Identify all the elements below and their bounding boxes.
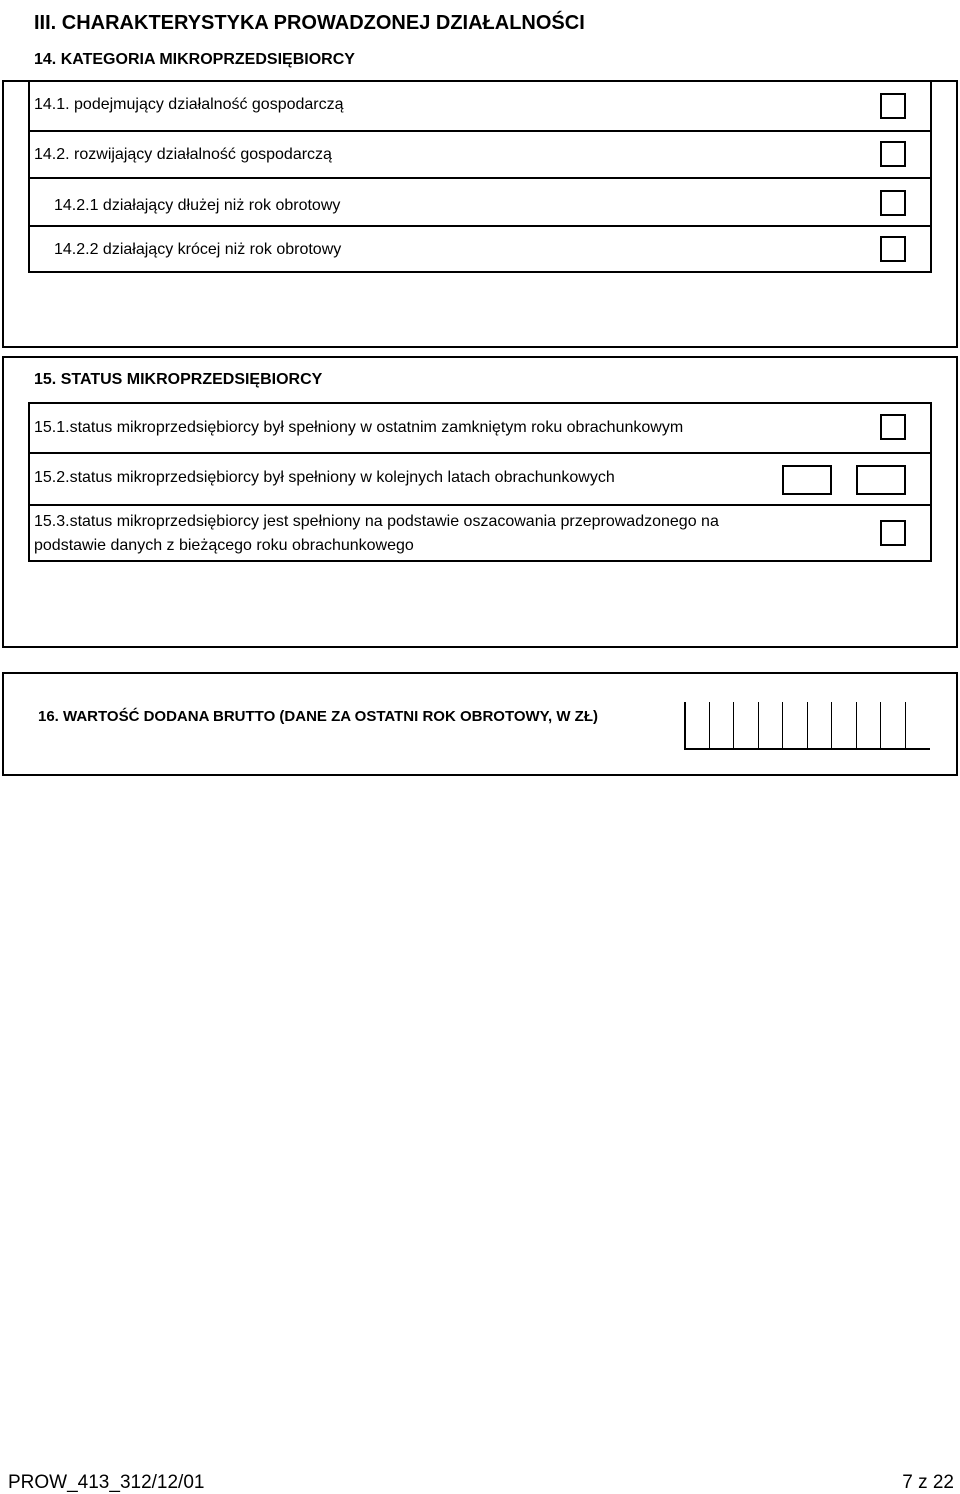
s16-digit-baseline xyxy=(684,748,930,750)
s15-item-3-checkbox[interactable] xyxy=(880,520,906,546)
footer-page-number: 7 z 22 xyxy=(902,1472,954,1493)
s16-title: 16. WARTOŚĆ DODANA BRUTTO (DANE ZA OSTATNI ROK OBROTOWY, W ZŁ) xyxy=(38,708,598,725)
s14-item-2-2: 14.2.2 działający krócej niż rok obrotowy xyxy=(54,241,342,258)
s16-digit-cell[interactable] xyxy=(880,702,905,748)
s14-row-divider xyxy=(28,271,932,273)
s15-title: 15. STATUS MIKROPRZEDSIĘBIORCY xyxy=(34,371,323,388)
s15-item-2: 15.2.status mikroprzedsiębiorcy był spełniony w kolejnych latach obrachunkowych xyxy=(34,469,615,486)
s15-item-2-year-field-2[interactable] xyxy=(856,465,906,495)
s16-digit-cell[interactable] xyxy=(831,702,856,748)
footer-form-code: PROW_413_312/12/01 xyxy=(8,1472,205,1493)
s14-item-2-1: 14.2.1 działający dłużej niż rok obrotowy xyxy=(54,197,341,214)
s15-item-1-checkbox[interactable] xyxy=(880,414,906,440)
s15-item-3-line-2: podstawie danych z bieżącego roku obrachunkowego xyxy=(34,537,414,554)
s16-digit-cell[interactable] xyxy=(856,702,881,748)
s16-digit-cell[interactable] xyxy=(807,702,832,748)
section-title: III. CHARAKTERYSTYKA PROWADZONEJ DZIAŁALNOŚCI xyxy=(34,12,585,34)
s14-title: 14. KATEGORIA MIKROPRZEDSIĘBIORCY xyxy=(34,51,355,68)
s14-item-1-checkbox[interactable] xyxy=(880,93,906,119)
s14-inner-right-border xyxy=(930,80,932,273)
s16-digit-cell[interactable] xyxy=(733,702,758,748)
s16-digit-cell[interactable] xyxy=(782,702,807,748)
s16-digit-cell[interactable] xyxy=(758,702,783,748)
s16-digit-cell[interactable] xyxy=(709,702,734,748)
s14-inner-left-border xyxy=(28,80,30,273)
s14-item-2-checkbox[interactable] xyxy=(880,141,906,167)
s14-row-divider xyxy=(28,130,932,132)
s14-row-divider xyxy=(28,225,932,227)
s15-item-2-year-field-1[interactable] xyxy=(782,465,832,495)
s16-digit-cell[interactable] xyxy=(684,702,709,748)
s14-item-2: 14.2. rozwijający działalność gospodarczą xyxy=(34,146,332,163)
s14-item-1: 14.1. podejmujący działalność gospodarczą xyxy=(34,96,344,113)
s14-item-2-2-checkbox[interactable] xyxy=(880,236,906,262)
s15-row-divider xyxy=(28,504,932,506)
s16-digit-cell[interactable] xyxy=(905,702,930,748)
s14-item-2-1-checkbox[interactable] xyxy=(880,190,906,216)
s15-item-1: 15.1.status mikroprzedsiębiorcy był spełniony w ostatnim zamkniętym roku obrachunkowym xyxy=(34,419,684,436)
s14-row-divider xyxy=(28,177,932,179)
s15-item-3-line-1: 15.3.status mikroprzedsiębiorcy jest spełniony na podstawie oszacowania przeprowadzonego na xyxy=(34,513,719,530)
s15-row-divider xyxy=(28,452,932,454)
s16-value-digit-grid[interactable] xyxy=(684,702,930,750)
